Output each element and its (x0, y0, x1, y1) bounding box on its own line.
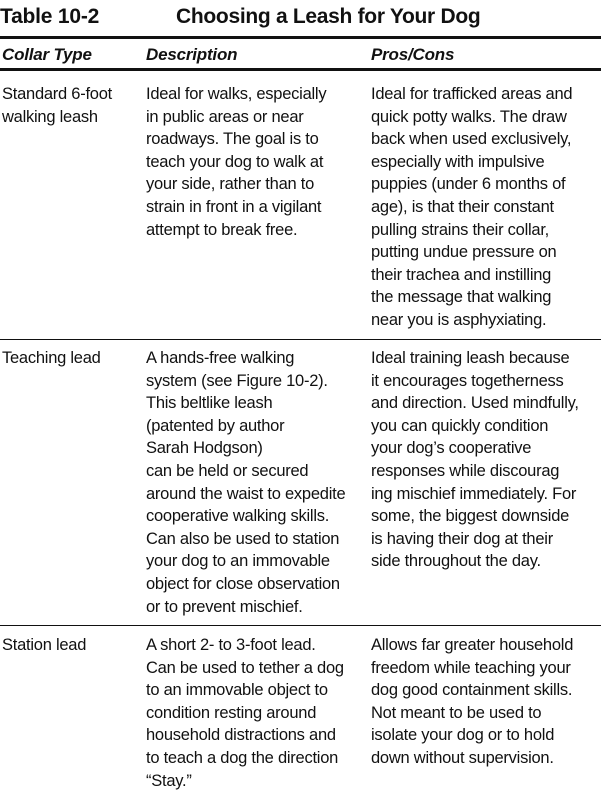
pros-cons-cell: Ideal for trafficked areas and quick potty walks. The draw back when used exclusively, especially with impulsive puppies (under 6 months of age), is that their constant pulling strains their collar, putting undue pressure on their trachea and instilling the message that walking near you is asphyxiating. (371, 85, 573, 329)
collar-type-cell: Station lead (2, 636, 87, 654)
header-pros-cons: Pros/Cons (371, 45, 455, 64)
title-rule (0, 36, 601, 39)
table-header-row (0, 40, 601, 70)
description-cell: Ideal for walks, especially in public areas or near roadways. The goal is to teach your dog to walk at your side, rather than to strain in front in a vigilant attempt to break free. (146, 85, 327, 239)
header-description: Description (146, 45, 238, 64)
table-row (0, 335, 601, 625)
description-cell: A short 2- to 3-foot lead. Can be used to tether a dog to an immovable object to condition resting around household distractions and to teach a dog the direction “Stay.” (146, 636, 344, 790)
header-collar-type: Collar Type (2, 45, 92, 64)
description-cell: A hands-free walking system (see Figure 10-2). This beltlike leash (patented by author Sarah Hodgson) can be held or secured around the waist to expedite cooperative walking skills. Can also be used to station your dog to an immovable object for close observation or to prevent mischief. (146, 349, 346, 616)
collar-type-cell: Teaching lead (2, 349, 101, 367)
table-number: Table 10-2 (0, 5, 100, 28)
pros-cons-cell: Allows far greater household freedom while teaching your dog good containment skills. Not meant to be used to isolate your dog or to hold down without supervision. (371, 636, 574, 767)
table-row (0, 622, 601, 794)
table-caption (0, 0, 601, 36)
collar-type-cell: Standard 6-foot walking leash (2, 85, 112, 126)
table-row (0, 71, 601, 339)
pros-cons-cell: Ideal training leash because it encourages togetherness and direction. Used mindfully, you can quickly condition your dog’s cooperative responses while discourag ing mischief immediately. For some, the biggest downside is having their dog at their side throughout the day. (371, 349, 579, 571)
table-title: Choosing a Leash for Your Dog (176, 5, 481, 28)
